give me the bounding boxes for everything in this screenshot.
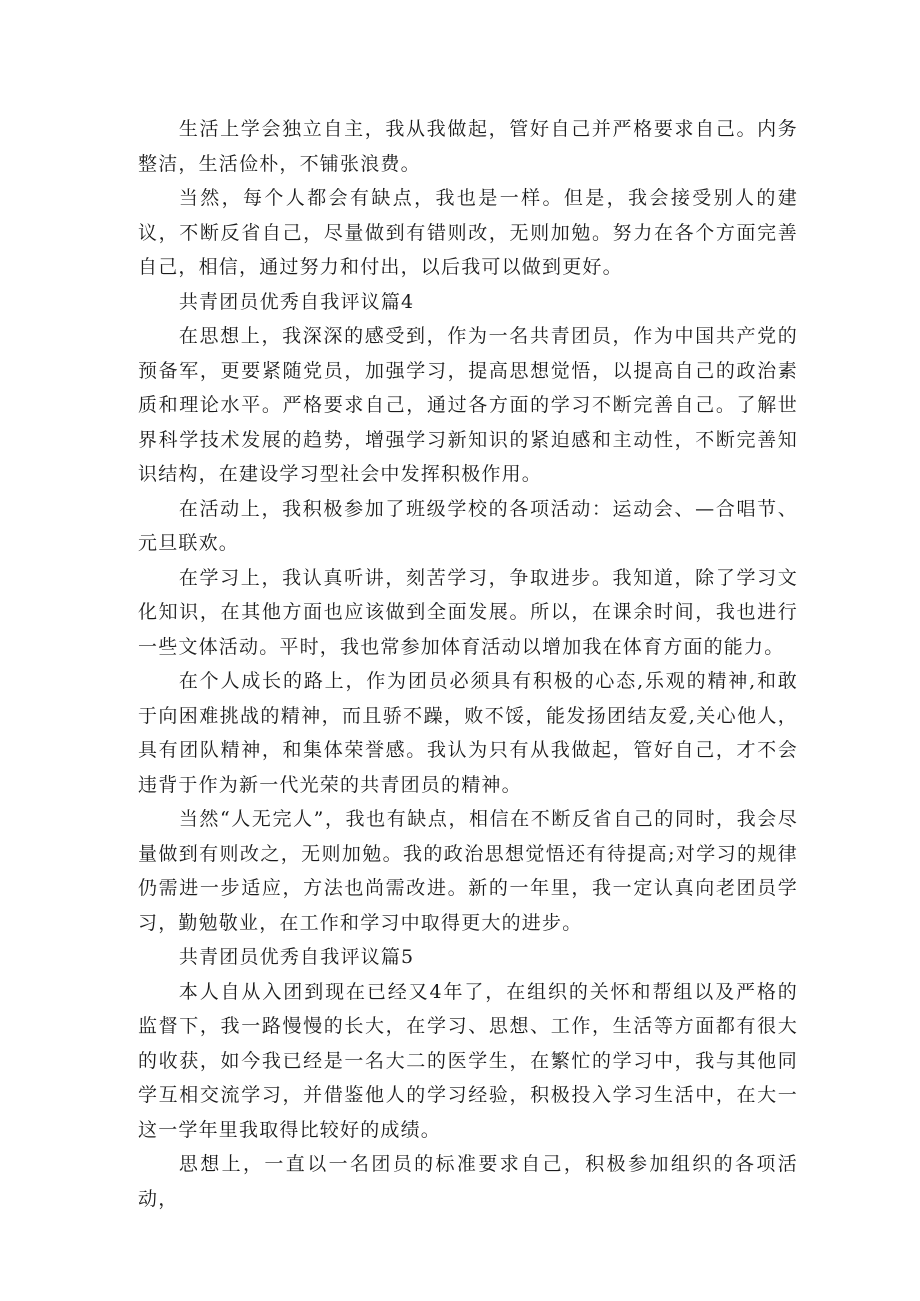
paragraph-8: 本人自从入团到现在已经又4年了，在组织的关怀和帮组以及严格的监督下，我一路慢慢的长大，在学习、思想、工作，生活等方面都有很大的收获，如今我已经是一名大二的医学生，在繁忙的学习中，我与其他同学互相交流学习，并借鉴他人的学习经验，积极投入学习生活中，在大一这一学年里我取得比较好的成绩。 xyxy=(138,980,798,1141)
paragraph-2: 当然，每个人都会有缺点，我也是一样。但是，我会接受别人的建议，不断反省自己，尽量做到有错则改，无则加勉。努力在各个方面完善自己，相信，通过努力和付出，以后我可以做到更好。 xyxy=(138,187,798,278)
paragraph-5: 在学习上，我认真听讲，刻苦学习，争取进步。我知道，除了学习文化知识，在其他方面也应该做到全面发展。所以，在课余时间，我也进行一些文体活动。平时，我也常参加体育活动以增加我在体育方面的能力。 xyxy=(138,566,798,658)
paragraph-4: 在活动上，我积极参加了班级学校的各项活动：运动会、—合唱节、元旦联欢。 xyxy=(138,497,798,554)
document-body xyxy=(138,112,798,1216)
section-heading-4: 共青团员优秀自我评议篇4 xyxy=(178,290,415,313)
section-heading-5: 共青团员优秀自我评议篇5 xyxy=(178,946,415,968)
paragraph-1: 生活上学会独立自主，我从我做起，管好自己并严格要求自己。内务整洁，生活俭朴，不铺张浪费。 xyxy=(138,118,798,175)
paragraph-7: 当然“人无完人”，我也有缺点，相信在不断反省自己的同时，我会尽量做到有则改之，无则加勉。我的政治思想觉悟还有待提高;对学习的规律仍需进一步适应，方法也尚需改进。新的一年里，我一定认真向老团员学习，勤勉敬业，在工作和学习中取得更大的进步。 xyxy=(138,808,798,934)
paragraph-3: 在思想上，我深深的感受到，作为一名共青团员，作为中国共产党的预备军，更要紧随党员，加强学习，提高思想觉悟，以提高自己的政治素质和理论水平。严格要求自己，通过各方面的学习不断完善自己。了解世界科学技术发展的趋势，增强学习新知识的紧迫感和主动性，不断完善知识结构，在建设学习型社会中发挥积极作用。 xyxy=(138,325,798,485)
paragraph-6: 在个人成长的路上，作为团员必须具有积极的心态,乐观的精神,和敢于向困难挑战的精神，而且骄不躁，败不馁，能发扬团结友爱,关心他人，具有团队精神，和集体荣誉感。我认为只有从我做起，管好自己，才不会违背于作为新一代光荣的共青团员的精神。 xyxy=(138,670,798,796)
paragraph-9: 思想上，一直以一名团员的标准要求自己，积极参加组织的各项活动， xyxy=(138,1153,798,1210)
